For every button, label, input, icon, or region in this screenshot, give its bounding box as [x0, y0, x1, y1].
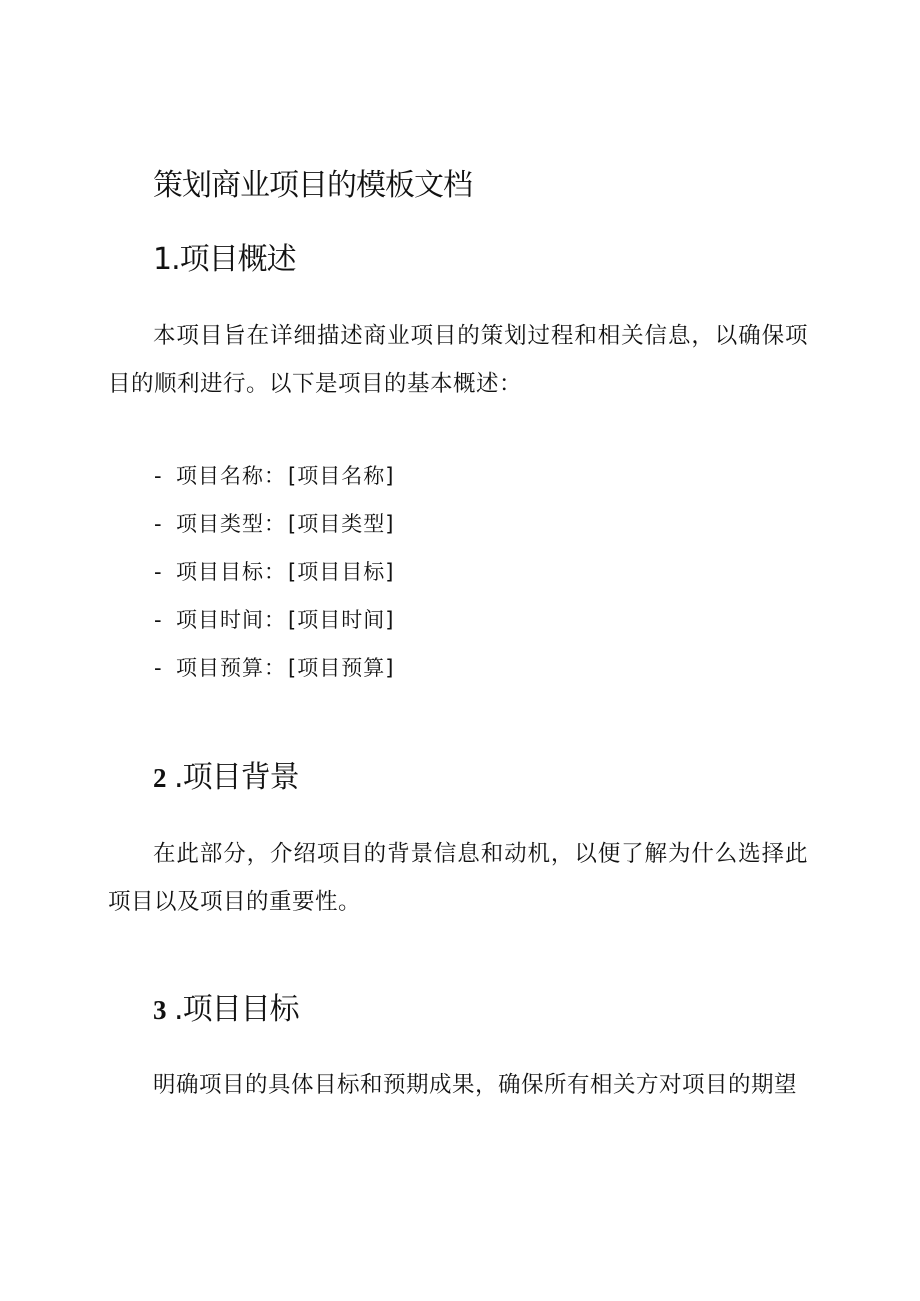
section-3-number: 3 — [153, 995, 166, 1025]
list-dash: - — [154, 512, 163, 536]
section-3-heading — [153, 988, 299, 1032]
list-item-placeholder: [项目类型] — [288, 512, 395, 536]
list-dash: - — [154, 656, 163, 680]
document-title: 策划商业项目的模板文档 — [153, 168, 472, 203]
section-2-number: 2 — [153, 763, 166, 793]
section-2-heading — [153, 756, 299, 800]
list-dash: - — [154, 464, 163, 488]
list-item — [154, 596, 396, 644]
section-1-title: .项目概述 — [171, 242, 296, 277]
list-item-placeholder: [项目名称] — [288, 464, 395, 488]
section-3-paragraph: 明确项目的具体目标和预期成果，确保所有相关方对项目的期望 — [153, 1072, 798, 1098]
list-item-label: 项目时间： — [176, 608, 286, 632]
section-2-paragraph: 在此部分，介绍项目的背景信息和动机，以便了解为什么选择此项目以及项目的重要性。 — [108, 841, 808, 915]
project-overview-list — [154, 452, 396, 692]
list-item-placeholder: [项目预算] — [288, 656, 395, 680]
list-item-label: 项目名称： — [176, 464, 286, 488]
section-1-number: 1 — [153, 242, 172, 277]
section-1-paragraph: 本项目旨在详细描述商业项目的策划过程和相关信息，以确保项目的顺利进行。以下是项目的基本概述： — [108, 323, 808, 397]
section-3-title: .项目目标 — [165, 992, 299, 1027]
list-item-label: 项目类型： — [176, 512, 286, 536]
list-item-label: 项目目标： — [176, 560, 286, 584]
list-dash: - — [154, 560, 163, 584]
list-item — [154, 548, 396, 596]
list-item-label: 项目预算： — [176, 656, 286, 680]
list-item-placeholder: [项目时间] — [288, 608, 395, 632]
list-item — [154, 452, 396, 500]
section-2-title: .项目背景 — [165, 760, 299, 795]
list-dash: - — [154, 608, 163, 632]
list-item — [154, 644, 396, 692]
list-item-placeholder: [项目目标] — [288, 560, 395, 584]
list-item — [154, 500, 396, 548]
section-1-heading — [153, 238, 296, 282]
